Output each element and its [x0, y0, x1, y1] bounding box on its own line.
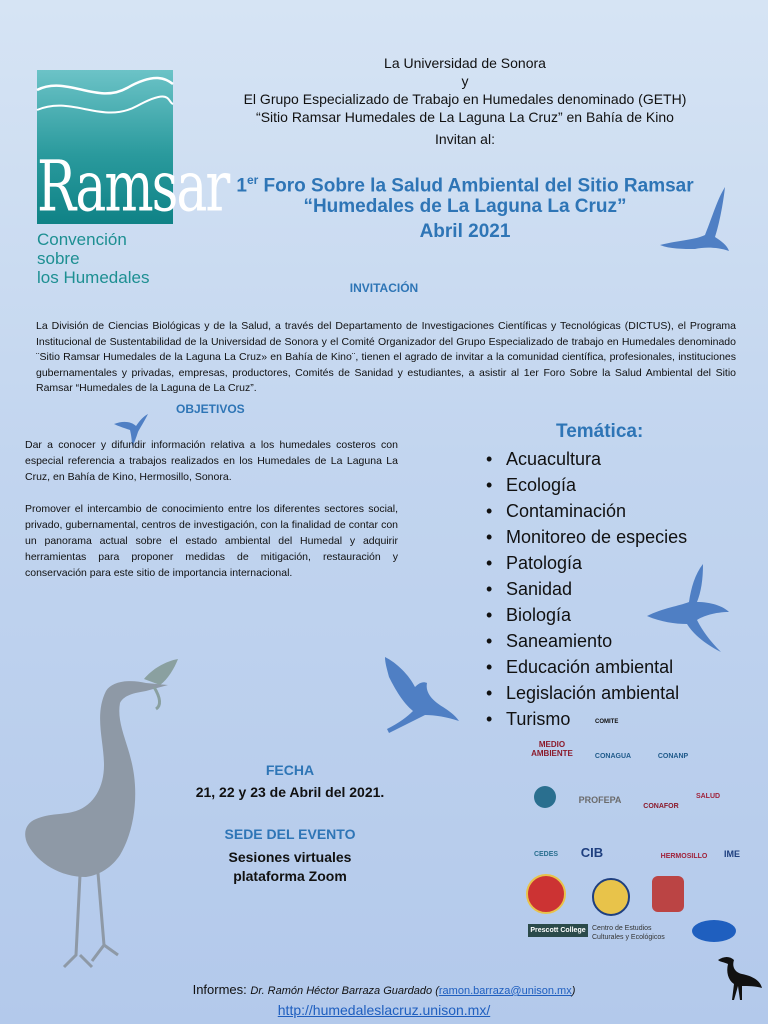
sponsor-logo-conanp: CONANP	[657, 753, 689, 760]
sponsor-logo-conagua: CONAGUA	[594, 753, 632, 760]
sede-line1: Sesiones virtuales	[228, 849, 352, 865]
header-line3: El Grupo Especializado de Trabajo en Humedales denominado (GETH)	[243, 91, 687, 107]
list-item: • Patología	[486, 550, 687, 576]
sponsor-logo-profepa: PROFEPA	[578, 795, 622, 805]
sponsor-logo-salud: SALUD	[695, 793, 721, 800]
sponsor-logo-seal-2	[592, 878, 630, 916]
invitation-heading: INVITACIÓN	[349, 281, 419, 295]
sponsor-logo-prescott: Prescott College	[528, 924, 588, 937]
tematica-heading: Temática:	[556, 421, 644, 442]
list-item: • Biología	[486, 602, 687, 628]
footer-url-link[interactable]: http://humedaleslacruz.unison.mx/	[277, 1002, 491, 1018]
title-ordinal-sup: er	[246, 173, 259, 187]
sponsor-logo-cece: Centro de Estudios Culturales y Ecológicos	[592, 925, 665, 941]
list-item: • Contaminación	[486, 498, 687, 524]
sponsor-logo-ime: IME	[723, 849, 740, 859]
footer	[0, 982, 768, 997]
title-line2: “Humedales de La Laguna La Cruz”	[303, 196, 627, 218]
title-date: Abril 2021	[419, 221, 511, 243]
ramsar-logo-subtitle	[37, 230, 173, 287]
sede-value	[180, 848, 400, 886]
list-item: • Monitoreo de especies	[486, 524, 687, 550]
logo-subtitle-line2: los Humedales	[37, 268, 150, 287]
footer-contact-name: Dr. Ramón Héctor Barraza Guardado	[250, 985, 433, 997]
list-item: • Turismo	[486, 706, 687, 732]
sponsor-logo-cib: CIB	[580, 845, 604, 860]
sponsor-logo-conafor: CONAFOR	[643, 803, 679, 810]
sponsor-logo-seal-1	[526, 874, 566, 914]
sponsor-logo-hermosillo: HERMOSILLO	[660, 853, 708, 860]
sede-heading: SEDE DEL EVENTO	[224, 826, 356, 842]
header-line4: “Sitio Ramsar Humedales de La Laguna La Cruz” en Bahía de Kino	[256, 109, 674, 125]
heron-icon	[20, 655, 185, 975]
swallow-icon	[645, 562, 730, 654]
invitation-body: La División de Ciencias Biológicas y de la Salud, a través del Departamento de Investigaciones Científicas y Tecnológicas (DICTUS), el Programa Institucional de Sustentabilidad de la Universidad de Sonora y el Comité Organizador del Grupo Especializado de trabajo en Humedales denominado ¨Sitio Ramsar Humedales de la Laguna La Cruz» en Bahía de Kino¨, tienen el agrado de invitar a la comunidad científica, profesionales, instituciones gubernamentales y privadas, empresas, productores, Comités de Sanidad y estudiantes, a asistir al 1er Foro Sobre la Salud Ambiental del Sitio Ramsar “Humedales de la Laguna de La Cruz”.	[36, 320, 736, 394]
ramsar-logo	[37, 70, 229, 287]
fecha-value: 21, 22 y 23 de Abril del 2021.	[195, 784, 385, 800]
sponsor-logo-medio-ambiente: MEDIO AMBIENTE	[531, 740, 573, 758]
footer-label: Informes:	[192, 982, 251, 997]
title-ordinal: 1	[236, 175, 247, 197]
list-item: • Ecología	[486, 472, 687, 498]
header-line1: La Universidad de Sonora	[384, 55, 546, 71]
sponsor-logo-islas	[534, 786, 556, 808]
sponsor-logo-cedes: CEDES	[533, 851, 559, 858]
objective-2: Promover el intercambio de conocimiento entre los diferentes sectores social, privado, gubernamental, centros de investigación, con la finalidad de contar con un panorama actual sobre el estado ambiental del Humedal y adquirir herramientas para proponer medidas de mitigación, restauración y conservación para este sitio de importancia internacional.	[25, 503, 398, 579]
comite-label: COMITE	[595, 719, 619, 725]
logo-subtitle-line1: Convención sobre	[37, 230, 127, 268]
heron-flying-icon	[375, 655, 460, 735]
footer-open-paren: (	[432, 985, 439, 997]
objective-1: Dar a conocer y difundir información relativa a los humedales costeros con especial referencia a trabajos realizados en los Humedales de La Laguna La Cruz, en Bahía de Kino, Hermosillo, Sonora.	[25, 439, 398, 483]
list-item: • Saneamiento	[486, 628, 687, 654]
footer-email-link[interactable]: ramon.barraza@unison.mx	[438, 985, 572, 997]
list-item: • Educación ambiental	[486, 654, 687, 680]
objectives-heading: OBJETIVOS	[176, 402, 245, 416]
footer-close-paren: )	[571, 985, 576, 997]
sede-line2: plataforma Zoom	[233, 868, 347, 884]
header	[190, 54, 740, 148]
bird-icon	[655, 185, 730, 260]
list-item: • Legislación ambiental	[486, 680, 687, 706]
header-invitan: Invitan al:	[435, 131, 495, 147]
sponsor-logo-wave	[692, 920, 736, 942]
header-line2: y	[461, 73, 469, 89]
sponsor-logo-seal-3	[652, 876, 684, 912]
list-item: • Acuacultura	[486, 446, 687, 472]
fecha-heading: FECHA	[265, 762, 315, 778]
list-item: • Sanidad	[486, 576, 687, 602]
ramsar-logo-box	[37, 70, 229, 228]
ramsar-logo-word: Ramsar	[37, 147, 229, 228]
title-line1-text: Foro Sobre la Salud Ambiental del Sitio Ramsar	[258, 175, 694, 197]
objectives-body	[25, 437, 398, 597]
